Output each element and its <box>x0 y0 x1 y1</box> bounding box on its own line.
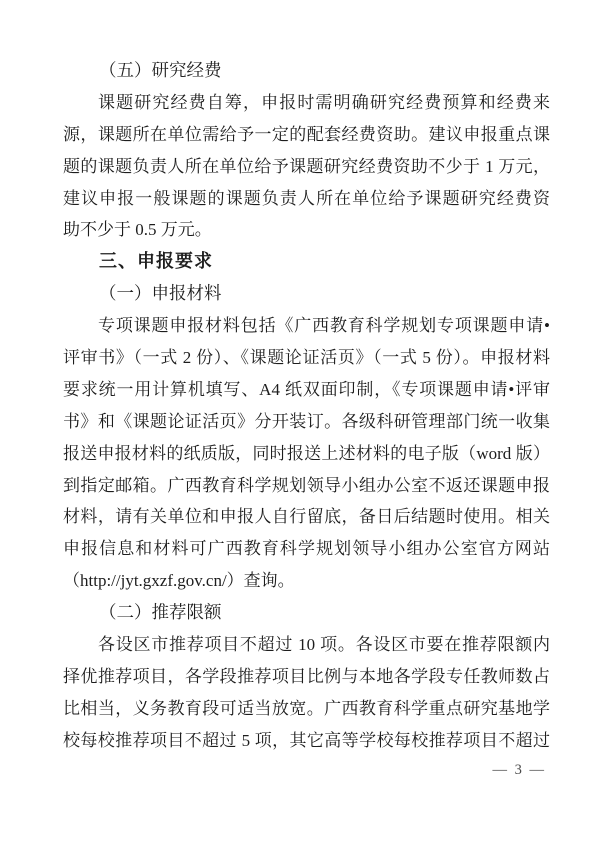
text-line: 校每校推荐项目不超过 5 项，其它高等学校每校推荐项目不超过 <box>63 730 550 750</box>
document-content <box>63 55 550 757</box>
text-line: 助不少于 0.5 万元。 <box>63 220 212 240</box>
section-heading-quota: （二）推荐限额 <box>99 602 222 623</box>
section-heading-funding: （五）研究经费 <box>99 60 222 80</box>
text-line: 源，课题所在单位需给予一定的配套经费资助。建议申报重点课 <box>63 124 550 144</box>
text-line: 各设区市推荐项目不超过 10 项。各设区市要在推荐限额内 <box>98 635 550 655</box>
text-line: 择优推荐项目，各学段推荐项目比例与本地各学段专任教师数占 <box>63 666 550 686</box>
text-line: 题的课题负责人所在单位给予课题研究经费资助不少于 1 万元， <box>63 156 550 176</box>
text-line: 比相当，义务教育段可适当放宽。广西教育科学重点研究基地学 <box>63 698 550 718</box>
text-line: 报送申报材料的纸质版，同时报送上述材料的电子版（word 版） <box>63 443 550 463</box>
text-line: 专项课题申报材料包括《广西教育科学规划专项课题申请• <box>98 316 550 336</box>
section-heading-materials: （一）申报材料 <box>99 283 222 304</box>
text-line: 到指定邮箱。广西教育科学规划领导小组办公室不返还课题申报 <box>63 475 550 495</box>
text-line: 申报信息和材料可广西教育科学规划领导小组办公室官方网站 <box>63 539 550 559</box>
text-line: （http://jyt.gxzf.gov.cn/）查询。 <box>63 571 295 591</box>
text-line: 要求统一用计算机填写、A4 纸双面印制，《专项课题申请•评审 <box>63 379 550 399</box>
text-line: 材料，请有关单位和申报人自行留底，备日后结题时使用。相关 <box>63 507 550 527</box>
text-line: 课题研究经费自筹，申报时需明确研究经费预算和经费来 <box>98 92 550 112</box>
text-line: 书》和《课题论证活页》分开装订。各级科研管理部门统一收集 <box>63 411 550 431</box>
text-line: 评审书》（一式 2 份）、《课题论证活页》（一式 5 份）。申报材料 <box>63 348 550 368</box>
page-number: — 3 — <box>492 762 546 778</box>
section-heading-requirements: 三、申报要求 <box>99 251 213 272</box>
text-line: 建议申报一般课题的课题负责人所在单位给予课题研究经费资 <box>63 188 550 208</box>
